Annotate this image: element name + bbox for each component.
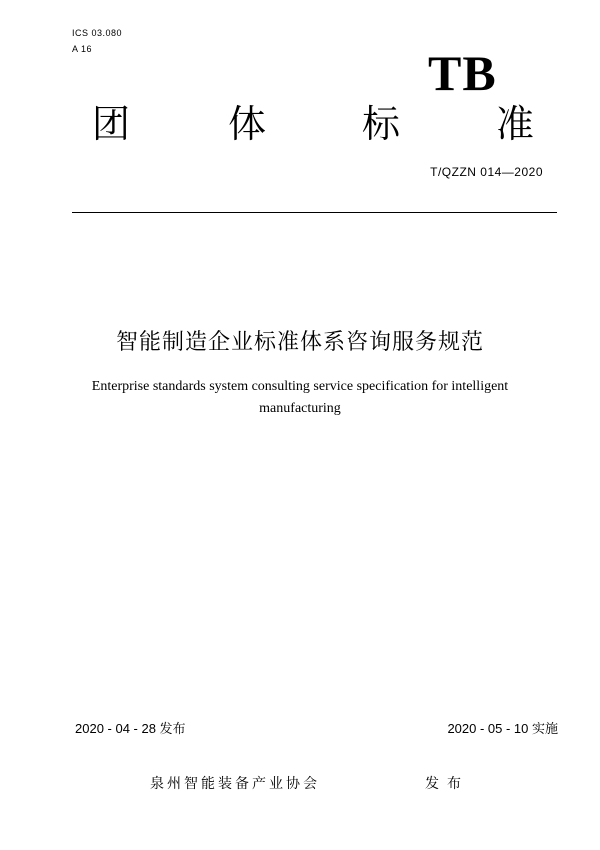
standard-number: T/QZZN 014—2020 bbox=[430, 165, 543, 179]
title-english: Enterprise standards system consulting service specification for intelligent manufacturing bbox=[91, 379, 509, 416]
title-chinese: 智能制造企业标准体系咨询服务规范 bbox=[115, 330, 484, 355]
header-divider bbox=[72, 212, 557, 213]
implement-date: 2020 - 05 - 10 实施 bbox=[447, 721, 558, 736]
category-char: 标 bbox=[362, 102, 401, 146]
issue-label: 发布 bbox=[425, 776, 469, 792]
category-char: 团 bbox=[92, 102, 131, 146]
category-char: 准 bbox=[496, 102, 535, 146]
ics-code: ICS 03.080 bbox=[72, 28, 123, 38]
category-char: 体 bbox=[228, 102, 267, 146]
tb-logo: TB bbox=[428, 45, 497, 101]
issuer-name: 泉州智能装备产业协会 bbox=[150, 776, 320, 792]
publish-date: 2020 - 04 - 28 发布 bbox=[75, 721, 186, 736]
ccs-code: A 16 bbox=[72, 44, 93, 54]
